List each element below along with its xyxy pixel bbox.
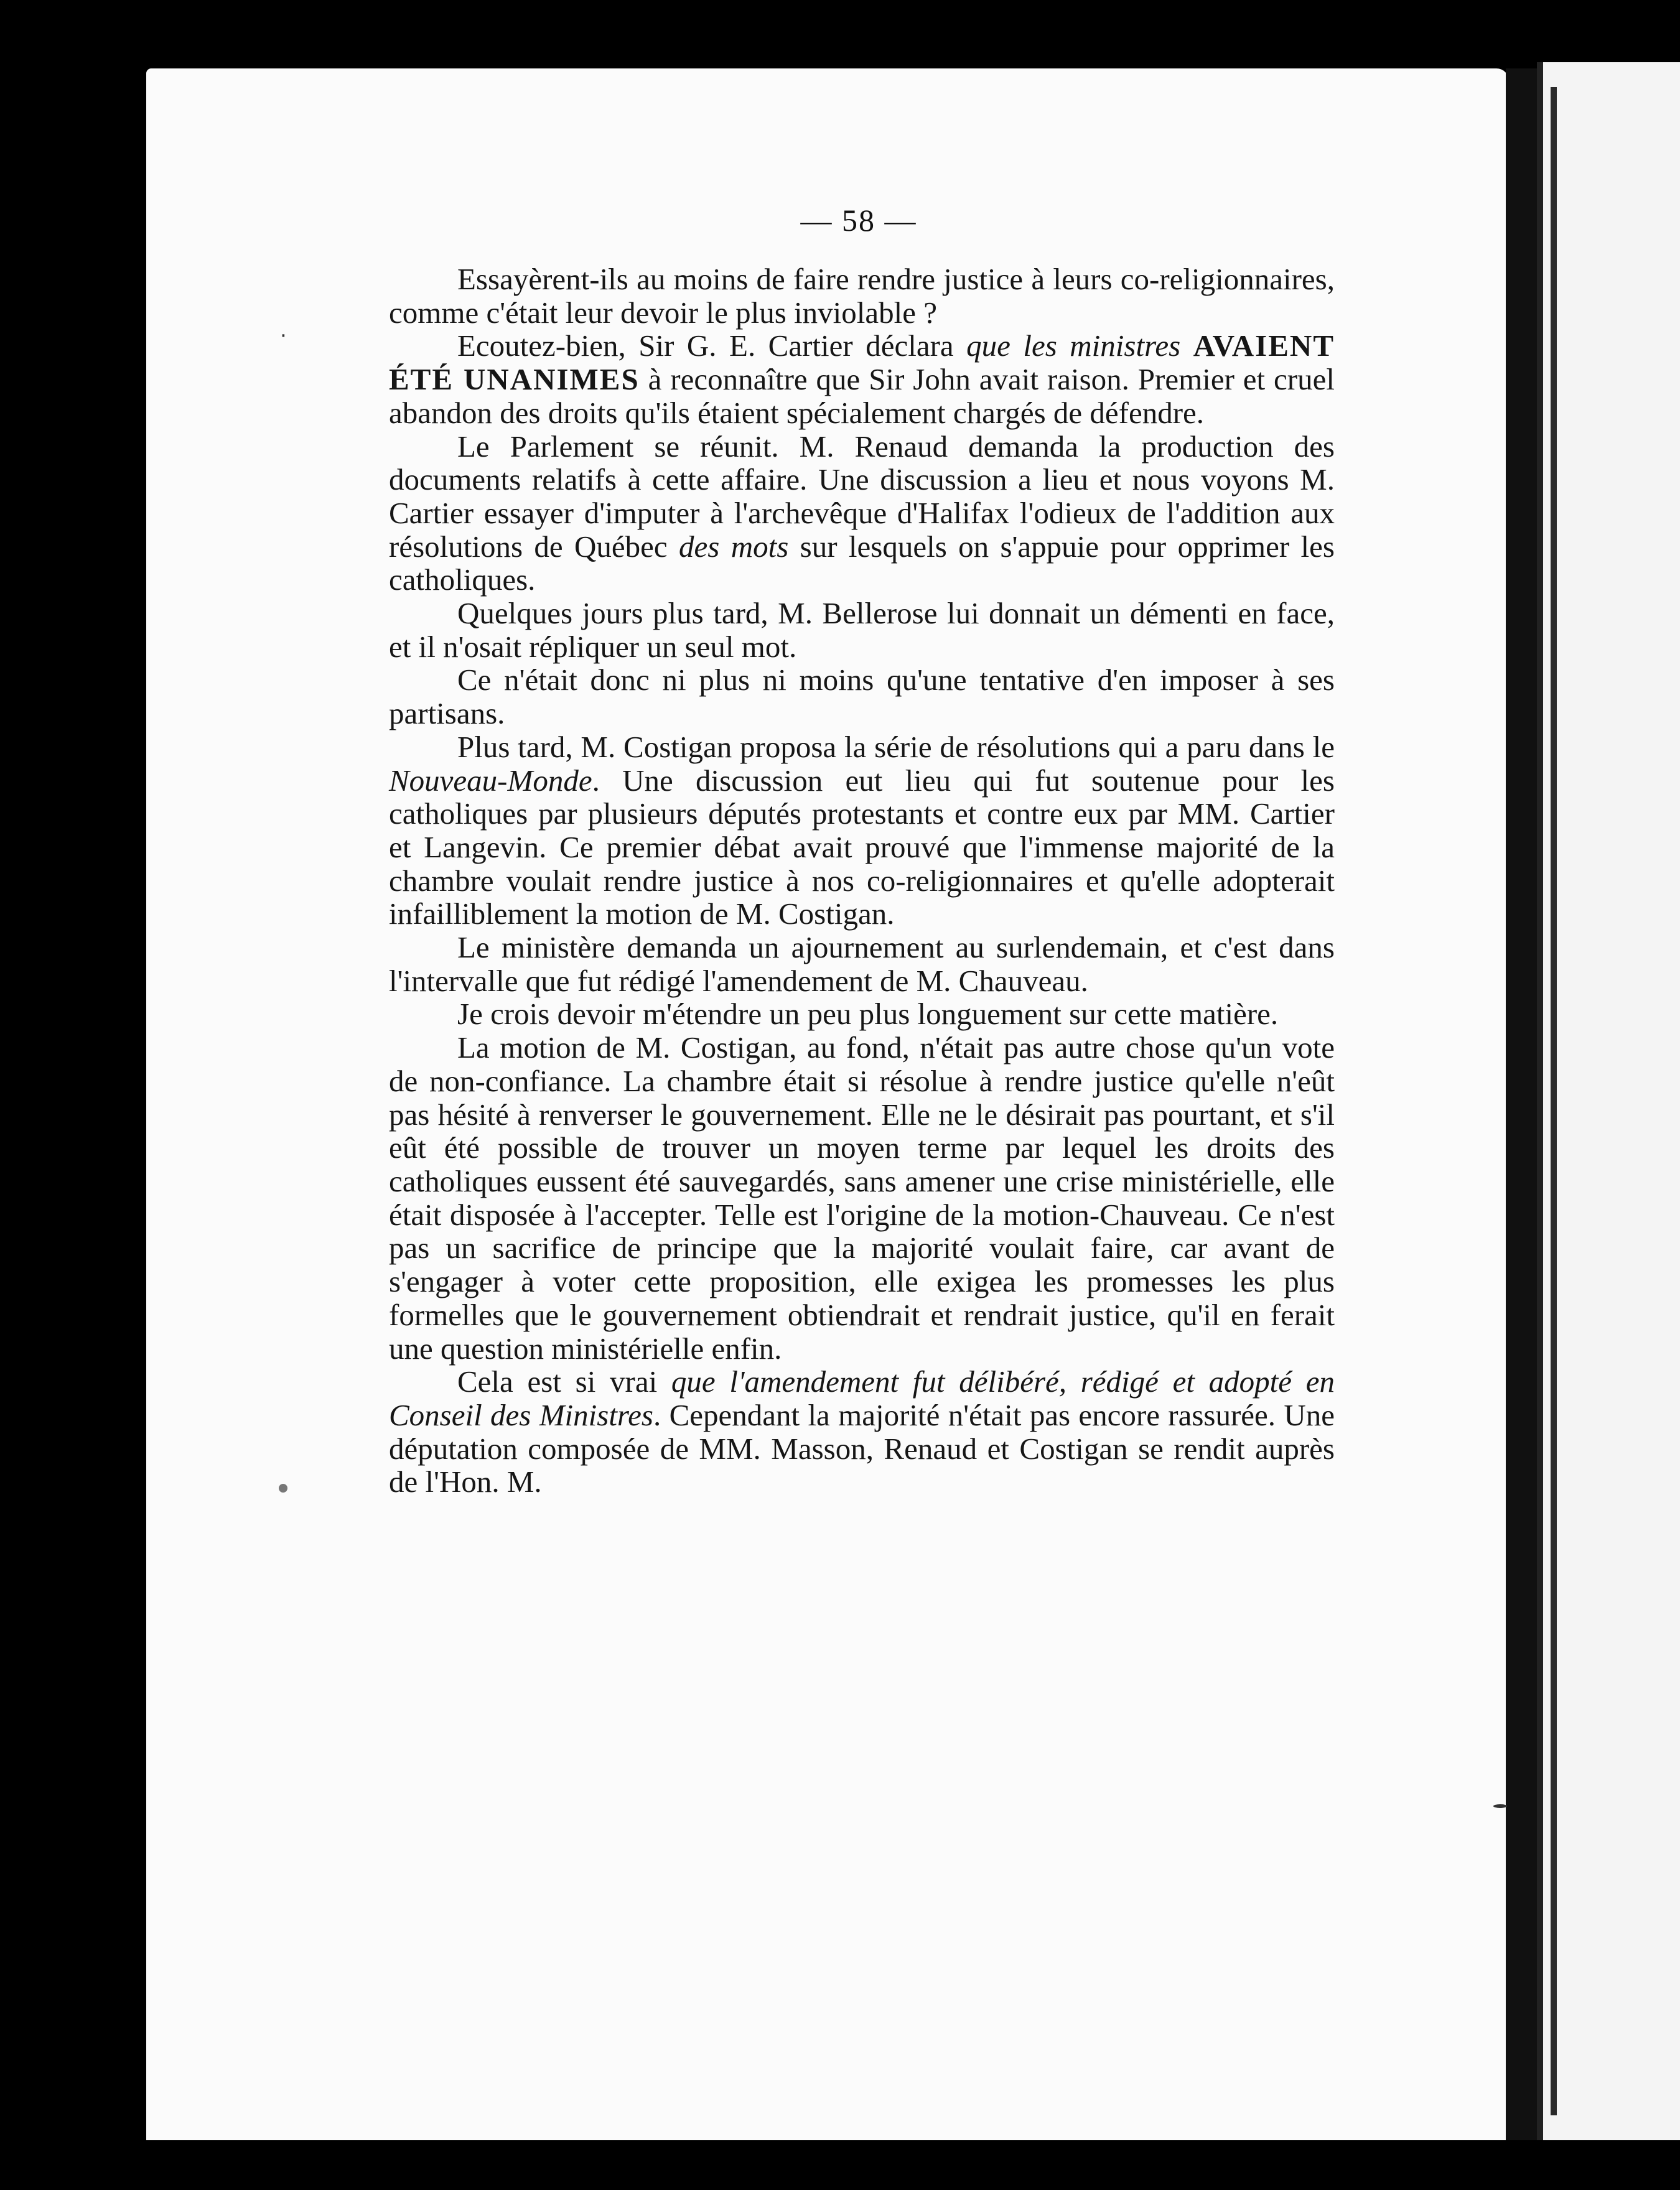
page-edge-shadow bbox=[1506, 68, 1537, 2140]
italic-text: des mots bbox=[679, 529, 789, 564]
paragraph bbox=[389, 663, 1335, 730]
scan-speck bbox=[1493, 1804, 1507, 1808]
text-run: Cela est si vrai bbox=[457, 1364, 671, 1399]
text-run: Ecoutez-bien, Sir G. E. Cartier déclara bbox=[457, 328, 967, 363]
text-run: à reconnaître que Sir John avait raison. Premier et cruel abandon des droits qu'ils étaient spécialement chargés de défendre. bbox=[389, 362, 1335, 430]
paragraph bbox=[389, 997, 1335, 1031]
small-caps-text: AVAIENT ÉTÉ UNANIMES bbox=[389, 328, 1335, 397]
paragraph bbox=[389, 329, 1335, 429]
scan-speck bbox=[279, 1484, 287, 1493]
paragraph bbox=[389, 730, 1335, 931]
paragraph bbox=[389, 1031, 1335, 1365]
text-run: Le Parlement se réunit. M. Renaud demanda la production des documents relatifs à cette affaire. Une discussion a lieu et nous voyons M. Cartier essayer d'imputer à l'archevêque d'Halifax l'odieux de l'addition aux résolutions de Québec bbox=[389, 429, 1335, 564]
italic-text: que les ministres bbox=[966, 328, 1181, 363]
italic-text: que l'amendement fut délibéré, rédigé et adopté en Conseil des Ministres bbox=[389, 1364, 1335, 1432]
text-run: Quelques jours plus tard, M. Bellerose lui donnait un démenti en face, et il n'osait répliquer un seul mot. bbox=[389, 596, 1335, 664]
text-run: La motion de M. Costigan, au fond, n'était pas autre chose qu'un vote de non-confiance. La chambre était si résolue à rendre justice qu'elle n'eût pas hésité à renverser le gouvernement. Elle ne le désirait pas pourtant, et s'il eût été possible de trouver un moyen terme par lequel les droits des catholiques eussent été sauvegardés, sans amener une crise ministérielle, elle était disposée à l'accepter. Telle est l'origine de la motion-Chauveau. Ce n'est pas un sacrifice de principe que la majorité voulait faire, car avant de s'engager à voter cette proposition, elle exigea les promesses les plus formelles que le gouvernement obtiendrait et rendrait justice, qu'il en ferait une question ministérielle enfin. bbox=[389, 1030, 1335, 1366]
paragraph bbox=[389, 597, 1335, 663]
paragraph bbox=[389, 430, 1335, 597]
text-run: Je crois devoir m'étendre un peu plus longuement sur cette matière. bbox=[457, 997, 1279, 1032]
page-number: — 58 — bbox=[800, 203, 917, 238]
paragraph bbox=[389, 1365, 1335, 1499]
text-run: Ce n'était donc ni plus ni moins qu'une tentative d'en imposer à ses partisans. bbox=[389, 663, 1335, 731]
text-run: Le ministère demanda un ajournement au surlendemain, et c'est dans l'intervalle que fut rédigé l'amendement de M. Chauveau. bbox=[389, 930, 1335, 998]
body-text bbox=[389, 263, 1335, 1499]
text-run: sur lesquels on s'appuie pour opprimer les catholiques. bbox=[389, 529, 1335, 597]
facing-page-edge bbox=[1537, 62, 1680, 2140]
text-run: Essayèrent-ils au moins de faire rendre justice à leurs co-religionnaires, comme c'était leur devoir le plus inviolable ? bbox=[389, 262, 1335, 330]
paragraph bbox=[389, 263, 1335, 329]
binding-line bbox=[1551, 87, 1557, 2115]
italic-text: Nouveau-Monde bbox=[389, 763, 592, 798]
text-run: . Une discussion eut lieu qui fut soutenue pour les catholiques par plusieurs députés protestants et contre eux par MM. Cartier et Langevin. Ce premier débat avait prouvé que l'immense majorité de la chambre voulait rendre justice à nos co-religionnaires et qu'elle adopterait infailliblement la motion de M. Costigan. bbox=[389, 763, 1335, 931]
text-run bbox=[1180, 328, 1193, 363]
text-run: . Cependant la majorité n'était pas encore rassurée. Une députation composée de MM. Masson, Renaud et Costigan se rendit auprès de l'Hon. M. bbox=[389, 1397, 1335, 1499]
text-run: Plus tard, M. Costigan proposa la série de résolutions qui a paru dans le bbox=[457, 729, 1335, 764]
paragraph bbox=[389, 931, 1335, 997]
margin-speck-mark: · bbox=[280, 324, 287, 348]
